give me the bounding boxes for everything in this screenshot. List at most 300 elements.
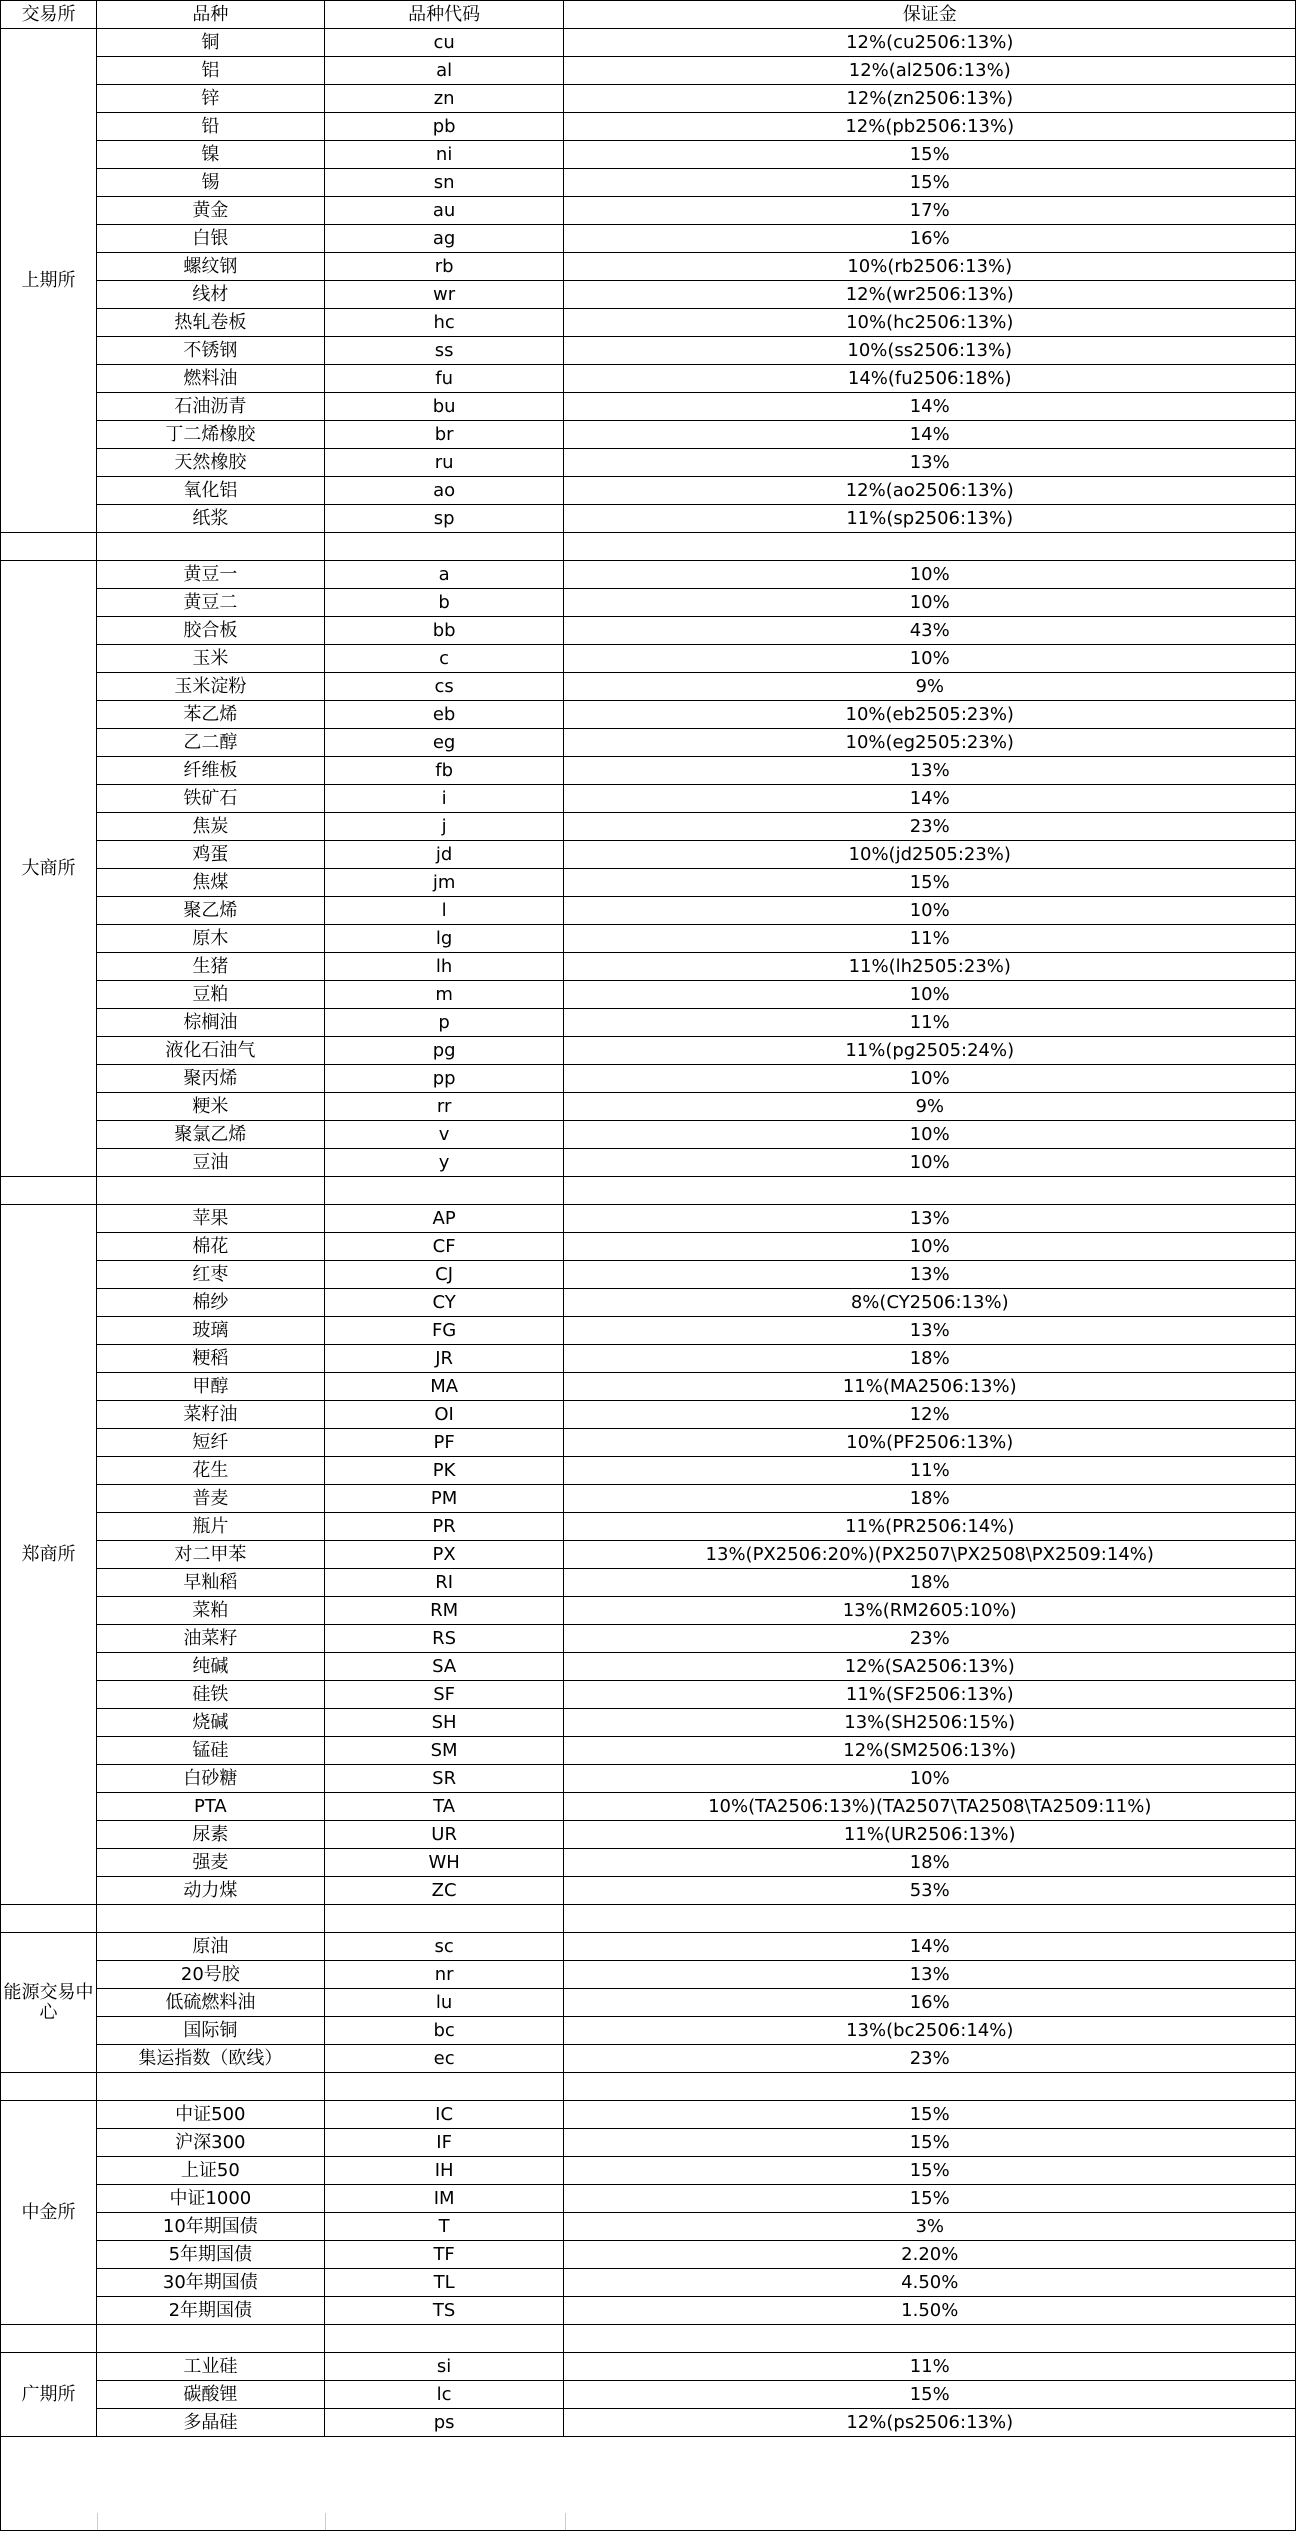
- code-cell[interactable]: TA: [324, 1793, 564, 1821]
- margin-cell[interactable]: 10%: [564, 1233, 1296, 1261]
- variety-cell[interactable]: 纯碱: [96, 1653, 324, 1681]
- code-cell[interactable]: PX: [324, 1541, 564, 1569]
- variety-cell[interactable]: 苹果: [96, 1205, 324, 1233]
- margin-cell[interactable]: 11%: [564, 1457, 1296, 1485]
- code-cell[interactable]: SA: [324, 1653, 564, 1681]
- variety-cell[interactable]: 纤维板: [96, 757, 324, 785]
- header-exchange[interactable]: 交易所: [1, 1, 97, 29]
- margin-cell[interactable]: 12%(pb2506:13%): [564, 113, 1296, 141]
- margin-cell[interactable]: 8%(CY2506:13%): [564, 1289, 1296, 1317]
- margin-cell[interactable]: 15%: [564, 2185, 1296, 2213]
- code-cell[interactable]: IC: [324, 2101, 564, 2129]
- empty-cell[interactable]: [564, 2073, 1296, 2101]
- margin-cell[interactable]: 11%: [564, 1009, 1296, 1037]
- variety-cell[interactable]: 螺纹钢: [96, 253, 324, 281]
- variety-cell[interactable]: 红枣: [96, 1261, 324, 1289]
- table-row: [1, 869, 1296, 897]
- header-row: [1, 1, 1296, 29]
- variety-cell[interactable]: 铜: [96, 29, 324, 57]
- margin-cell[interactable]: 23%: [564, 813, 1296, 841]
- variety-cell[interactable]: 短纤: [96, 1429, 324, 1457]
- code-cell[interactable]: T: [324, 2213, 564, 2241]
- variety-cell[interactable]: 上证50: [96, 2157, 324, 2185]
- variety-cell[interactable]: 20号胶: [96, 1961, 324, 1989]
- margin-cell[interactable]: 15%: [564, 2381, 1296, 2409]
- variety-cell[interactable]: 玻璃: [96, 1317, 324, 1345]
- code-cell[interactable]: al: [324, 57, 564, 85]
- variety-cell[interactable]: 菜籽油: [96, 1401, 324, 1429]
- variety-cell[interactable]: 中证500: [96, 2101, 324, 2129]
- variety-cell[interactable]: 瓶片: [96, 1513, 324, 1541]
- code-cell[interactable]: PF: [324, 1429, 564, 1457]
- code-cell[interactable]: l: [324, 897, 564, 925]
- margin-cell[interactable]: 53%: [564, 1877, 1296, 1905]
- variety-cell[interactable]: 玉米: [96, 645, 324, 673]
- code-cell[interactable]: ss: [324, 337, 564, 365]
- margin-cell[interactable]: 12%(al2506:13%): [564, 57, 1296, 85]
- empty-cell[interactable]: [324, 1177, 564, 1205]
- code-cell[interactable]: PR: [324, 1513, 564, 1541]
- variety-cell[interactable]: 锰硅: [96, 1737, 324, 1765]
- margin-cell[interactable]: 15%: [564, 2101, 1296, 2129]
- code-cell[interactable]: si: [324, 2353, 564, 2381]
- margin-cell[interactable]: 11%(sp2506:13%): [564, 505, 1296, 533]
- variety-cell[interactable]: 油菜籽: [96, 1625, 324, 1653]
- code-cell[interactable]: PK: [324, 1457, 564, 1485]
- variety-cell[interactable]: 液化石油气: [96, 1037, 324, 1065]
- margin-cell[interactable]: 14%: [564, 393, 1296, 421]
- margin-cell[interactable]: 4.50%: [564, 2269, 1296, 2297]
- code-cell[interactable]: bb: [324, 617, 564, 645]
- margin-cell[interactable]: 14%: [564, 421, 1296, 449]
- margin-cell[interactable]: 12%(ao2506:13%): [564, 477, 1296, 505]
- variety-cell[interactable]: 原木: [96, 925, 324, 953]
- empty-cell[interactable]: [1, 2325, 97, 2353]
- margin-cell[interactable]: 16%: [564, 1989, 1296, 2017]
- variety-cell[interactable]: 焦炭: [96, 813, 324, 841]
- variety-cell[interactable]: 焦煤: [96, 869, 324, 897]
- margin-cell[interactable]: 10%: [564, 1765, 1296, 1793]
- variety-cell[interactable]: 甲醇: [96, 1373, 324, 1401]
- variety-cell[interactable]: 黄金: [96, 197, 324, 225]
- code-cell[interactable]: ao: [324, 477, 564, 505]
- code-cell[interactable]: wr: [324, 281, 564, 309]
- table-row: [1, 281, 1296, 309]
- empty-cell[interactable]: [324, 1905, 564, 1933]
- margin-cell[interactable]: 12%(SM2506:13%): [564, 1737, 1296, 1765]
- exchange-cell[interactable]: 郑商所: [1, 1205, 97, 1905]
- variety-cell[interactable]: 苯乙烯: [96, 701, 324, 729]
- variety-cell[interactable]: 石油沥青: [96, 393, 324, 421]
- code-cell[interactable]: sp: [324, 505, 564, 533]
- variety-cell[interactable]: 原油: [96, 1933, 324, 1961]
- code-cell[interactable]: i: [324, 785, 564, 813]
- variety-cell[interactable]: 中证1000: [96, 2185, 324, 2213]
- margin-cell[interactable]: 43%: [564, 617, 1296, 645]
- margin-cell[interactable]: 18%: [564, 1849, 1296, 1877]
- empty-cell[interactable]: [96, 533, 324, 561]
- variety-cell[interactable]: 线材: [96, 281, 324, 309]
- table-row: [1, 365, 1296, 393]
- variety-cell[interactable]: 菜粕: [96, 1597, 324, 1625]
- table-row: [1, 1877, 1296, 1905]
- code-cell[interactable]: rb: [324, 253, 564, 281]
- margin-cell[interactable]: 10%: [564, 1065, 1296, 1093]
- margin-cell[interactable]: 15%: [564, 869, 1296, 897]
- code-cell[interactable]: CY: [324, 1289, 564, 1317]
- margin-cell[interactable]: 11%(pg2505:24%): [564, 1037, 1296, 1065]
- margin-cell[interactable]: 12%(SA2506:13%): [564, 1653, 1296, 1681]
- margin-cell[interactable]: 23%: [564, 2045, 1296, 2073]
- margin-cell[interactable]: 10%(rb2506:13%): [564, 253, 1296, 281]
- empty-cell[interactable]: [1, 2073, 97, 2101]
- margin-cell[interactable]: 12%(zn2506:13%): [564, 85, 1296, 113]
- table-row: [1, 645, 1296, 673]
- margin-cell[interactable]: 9%: [564, 1093, 1296, 1121]
- code-cell[interactable]: pg: [324, 1037, 564, 1065]
- variety-cell[interactable]: 胶合板: [96, 617, 324, 645]
- margin-cell[interactable]: 15%: [564, 2157, 1296, 2185]
- margin-cell[interactable]: 11%(MA2506:13%): [564, 1373, 1296, 1401]
- variety-cell[interactable]: 低硫燃料油: [96, 1989, 324, 2017]
- code-cell[interactable]: IH: [324, 2157, 564, 2185]
- variety-cell[interactable]: 鸡蛋: [96, 841, 324, 869]
- code-cell[interactable]: eb: [324, 701, 564, 729]
- code-cell[interactable]: SF: [324, 1681, 564, 1709]
- variety-cell[interactable]: 生猪: [96, 953, 324, 981]
- margin-cell[interactable]: 3%: [564, 2213, 1296, 2241]
- table-row: [1, 1485, 1296, 1513]
- empty-cell[interactable]: [1, 533, 97, 561]
- variety-cell[interactable]: 聚氯乙烯: [96, 1121, 324, 1149]
- variety-cell[interactable]: 铝: [96, 57, 324, 85]
- margin-cell[interactable]: 11%(SF2506:13%): [564, 1681, 1296, 1709]
- variety-cell[interactable]: 白砂糖: [96, 1765, 324, 1793]
- margin-cell[interactable]: 18%: [564, 1485, 1296, 1513]
- variety-cell[interactable]: 强麦: [96, 1849, 324, 1877]
- variety-cell[interactable]: 工业硅: [96, 2353, 324, 2381]
- code-cell[interactable]: pb: [324, 113, 564, 141]
- variety-cell[interactable]: 豆油: [96, 1149, 324, 1177]
- code-cell[interactable]: br: [324, 421, 564, 449]
- margin-cell[interactable]: 11%: [564, 2353, 1296, 2381]
- variety-cell[interactable]: 棉花: [96, 1233, 324, 1261]
- code-cell[interactable]: sc: [324, 1933, 564, 1961]
- exchange-cell[interactable]: 大商所: [1, 561, 97, 1177]
- margin-cell[interactable]: 14%: [564, 1933, 1296, 1961]
- footer-gridline: [325, 2513, 326, 2530]
- margin-cell[interactable]: 10%: [564, 561, 1296, 589]
- code-cell[interactable]: bu: [324, 393, 564, 421]
- variety-cell[interactable]: 氧化铝: [96, 477, 324, 505]
- margin-cell[interactable]: 13%(RM2605:10%): [564, 1597, 1296, 1625]
- variety-cell[interactable]: 玉米淀粉: [96, 673, 324, 701]
- code-cell[interactable]: TS: [324, 2297, 564, 2325]
- empty-cell[interactable]: [324, 2073, 564, 2101]
- variety-cell[interactable]: 乙二醇: [96, 729, 324, 757]
- code-cell[interactable]: y: [324, 1149, 564, 1177]
- margin-cell[interactable]: 1.50%: [564, 2297, 1296, 2325]
- table-row: [1, 2297, 1296, 2325]
- margin-cell[interactable]: 13%(PX2506:20%)(PX2507\PX2508\PX2509:14%): [564, 1541, 1296, 1569]
- table-row: [1, 2381, 1296, 2409]
- margin-cell[interactable]: 11%(UR2506:13%): [564, 1821, 1296, 1849]
- code-cell[interactable]: TL: [324, 2269, 564, 2297]
- variety-cell[interactable]: 天然橡胶: [96, 449, 324, 477]
- code-cell[interactable]: OI: [324, 1401, 564, 1429]
- margin-cell[interactable]: 10%(eb2505:23%): [564, 701, 1296, 729]
- empty-cell[interactable]: [564, 533, 1296, 561]
- margin-cell[interactable]: 17%: [564, 197, 1296, 225]
- margin-cell[interactable]: 18%: [564, 1569, 1296, 1597]
- margin-cell[interactable]: 23%: [564, 1625, 1296, 1653]
- code-cell[interactable]: hc: [324, 309, 564, 337]
- code-cell[interactable]: RS: [324, 1625, 564, 1653]
- variety-cell[interactable]: 粳米: [96, 1093, 324, 1121]
- margin-cell[interactable]: 13%: [564, 449, 1296, 477]
- code-cell[interactable]: FG: [324, 1317, 564, 1345]
- code-cell[interactable]: jd: [324, 841, 564, 869]
- margin-cell[interactable]: 14%: [564, 785, 1296, 813]
- margin-cell[interactable]: 10%(jd2505:23%): [564, 841, 1296, 869]
- variety-cell[interactable]: 2年期国债: [96, 2297, 324, 2325]
- margin-cell[interactable]: 10%: [564, 1121, 1296, 1149]
- empty-cell[interactable]: [96, 2073, 324, 2101]
- code-cell[interactable]: SR: [324, 1765, 564, 1793]
- table-row: [1, 2017, 1296, 2045]
- variety-cell[interactable]: 多晶硅: [96, 2409, 324, 2437]
- code-cell[interactable]: ag: [324, 225, 564, 253]
- margin-cell[interactable]: 10%: [564, 1149, 1296, 1177]
- variety-cell[interactable]: 粳稻: [96, 1345, 324, 1373]
- empty-cell[interactable]: [564, 2325, 1296, 2353]
- exchange-cell[interactable]: 上期所: [1, 29, 97, 533]
- variety-cell[interactable]: 白银: [96, 225, 324, 253]
- margin-cell[interactable]: 10%: [564, 589, 1296, 617]
- margin-cell[interactable]: 11%(lh2505:23%): [564, 953, 1296, 981]
- table-row: [1, 1653, 1296, 1681]
- variety-cell[interactable]: 燃料油: [96, 365, 324, 393]
- code-cell[interactable]: a: [324, 561, 564, 589]
- margin-cell[interactable]: 13%: [564, 1261, 1296, 1289]
- margin-cell[interactable]: 12%: [564, 1401, 1296, 1429]
- variety-cell[interactable]: 碳酸锂: [96, 2381, 324, 2409]
- margin-cell[interactable]: 12%(cu2506:13%): [564, 29, 1296, 57]
- variety-cell[interactable]: 热轧卷板: [96, 309, 324, 337]
- variety-cell[interactable]: 5年期国债: [96, 2241, 324, 2269]
- code-cell[interactable]: c: [324, 645, 564, 673]
- margin-cell[interactable]: 10%: [564, 981, 1296, 1009]
- header-variety[interactable]: 品种: [96, 1, 324, 29]
- code-cell[interactable]: AP: [324, 1205, 564, 1233]
- code-cell[interactable]: JR: [324, 1345, 564, 1373]
- exchange-cell[interactable]: 广期所: [1, 2353, 97, 2437]
- table-row: [1, 169, 1296, 197]
- margin-cell[interactable]: 10%(hc2506:13%): [564, 309, 1296, 337]
- margin-cell[interactable]: 12%(wr2506:13%): [564, 281, 1296, 309]
- code-cell[interactable]: sn: [324, 169, 564, 197]
- margin-cell[interactable]: 10%: [564, 645, 1296, 673]
- header-margin[interactable]: 保证金: [564, 1, 1296, 29]
- variety-cell[interactable]: PTA: [96, 1793, 324, 1821]
- code-cell[interactable]: ru: [324, 449, 564, 477]
- empty-cell[interactable]: [1, 1905, 97, 1933]
- table-row: [1, 1373, 1296, 1401]
- variety-cell[interactable]: 普麦: [96, 1485, 324, 1513]
- variety-cell[interactable]: 棕榈油: [96, 1009, 324, 1037]
- code-cell[interactable]: RM: [324, 1597, 564, 1625]
- code-cell[interactable]: MA: [324, 1373, 564, 1401]
- table-row: [1, 1541, 1296, 1569]
- variety-cell[interactable]: 集运指数（欧线）: [96, 2045, 324, 2073]
- table-row: [1, 505, 1296, 533]
- code-cell[interactable]: IF: [324, 2129, 564, 2157]
- margin-cell[interactable]: 10%(PF2506:13%): [564, 1429, 1296, 1457]
- empty-cell[interactable]: [564, 1177, 1296, 1205]
- variety-cell[interactable]: 纸浆: [96, 505, 324, 533]
- footer-gridline: [565, 2513, 566, 2530]
- margin-cell[interactable]: 14%(fu2506:18%): [564, 365, 1296, 393]
- margin-cell[interactable]: 16%: [564, 225, 1296, 253]
- empty-cell[interactable]: [96, 2325, 324, 2353]
- margin-cell[interactable]: 2.20%: [564, 2241, 1296, 2269]
- code-cell[interactable]: CF: [324, 1233, 564, 1261]
- margin-cell[interactable]: 13%: [564, 1317, 1296, 1345]
- variety-cell[interactable]: 硅铁: [96, 1681, 324, 1709]
- margin-cell[interactable]: 13%(bc2506:14%): [564, 2017, 1296, 2045]
- code-cell[interactable]: eg: [324, 729, 564, 757]
- variety-cell[interactable]: 镍: [96, 141, 324, 169]
- code-cell[interactable]: RI: [324, 1569, 564, 1597]
- empty-cell[interactable]: [564, 1905, 1296, 1933]
- code-cell[interactable]: rr: [324, 1093, 564, 1121]
- variety-cell[interactable]: 30年期国债: [96, 2269, 324, 2297]
- code-cell[interactable]: UR: [324, 1821, 564, 1849]
- variety-cell[interactable]: 铅: [96, 113, 324, 141]
- table-row: [1, 2213, 1296, 2241]
- table-row: [1, 1009, 1296, 1037]
- table-row: [1, 1597, 1296, 1625]
- code-cell[interactable]: WH: [324, 1849, 564, 1877]
- variety-cell[interactable]: 10年期国债: [96, 2213, 324, 2241]
- variety-cell[interactable]: 丁二烯橡胶: [96, 421, 324, 449]
- code-cell[interactable]: jm: [324, 869, 564, 897]
- margin-cell[interactable]: 13%: [564, 1961, 1296, 1989]
- variety-cell[interactable]: 聚乙烯: [96, 897, 324, 925]
- variety-cell[interactable]: 豆粕: [96, 981, 324, 1009]
- table-row: [1, 757, 1296, 785]
- variety-cell[interactable]: 尿素: [96, 1821, 324, 1849]
- margin-cell[interactable]: 9%: [564, 673, 1296, 701]
- code-cell[interactable]: lc: [324, 2381, 564, 2409]
- margin-cell[interactable]: 11%: [564, 925, 1296, 953]
- code-cell[interactable]: b: [324, 589, 564, 617]
- margin-cell[interactable]: 12%(ps2506:13%): [564, 2409, 1296, 2437]
- code-cell[interactable]: ec: [324, 2045, 564, 2073]
- code-cell[interactable]: ps: [324, 2409, 564, 2437]
- code-cell[interactable]: m: [324, 981, 564, 1009]
- empty-cell[interactable]: [324, 2325, 564, 2353]
- variety-cell[interactable]: 早籼稻: [96, 1569, 324, 1597]
- margin-cell[interactable]: 15%: [564, 141, 1296, 169]
- empty-cell[interactable]: [324, 533, 564, 561]
- margin-cell[interactable]: 10%(TA2506:13%)(TA2507\TA2508\TA2509:11%): [564, 1793, 1296, 1821]
- code-cell[interactable]: p: [324, 1009, 564, 1037]
- variety-cell[interactable]: 不锈钢: [96, 337, 324, 365]
- margin-cell[interactable]: 13%(SH2506:15%): [564, 1709, 1296, 1737]
- empty-cell[interactable]: [96, 1905, 324, 1933]
- variety-cell[interactable]: 国际铜: [96, 2017, 324, 2045]
- code-cell[interactable]: lh: [324, 953, 564, 981]
- margin-cell[interactable]: 10%(eg2505:23%): [564, 729, 1296, 757]
- code-cell[interactable]: pp: [324, 1065, 564, 1093]
- variety-cell[interactable]: 对二甲苯: [96, 1541, 324, 1569]
- code-cell[interactable]: ni: [324, 141, 564, 169]
- code-cell[interactable]: SM: [324, 1737, 564, 1765]
- code-cell[interactable]: TF: [324, 2241, 564, 2269]
- table-row: [1, 393, 1296, 421]
- variety-cell[interactable]: 锌: [96, 85, 324, 113]
- variety-cell[interactable]: 花生: [96, 1457, 324, 1485]
- variety-cell[interactable]: 黄豆一: [96, 561, 324, 589]
- code-cell[interactable]: zn: [324, 85, 564, 113]
- code-cell[interactable]: PM: [324, 1485, 564, 1513]
- code-cell[interactable]: CJ: [324, 1261, 564, 1289]
- variety-cell[interactable]: 聚丙烯: [96, 1065, 324, 1093]
- header-code[interactable]: 品种代码: [324, 1, 564, 29]
- variety-cell[interactable]: 锡: [96, 169, 324, 197]
- code-cell[interactable]: au: [324, 197, 564, 225]
- code-cell[interactable]: lg: [324, 925, 564, 953]
- table-row: [1, 561, 1296, 589]
- code-cell[interactable]: lu: [324, 1989, 564, 2017]
- table-row: [1, 1037, 1296, 1065]
- code-cell[interactable]: cs: [324, 673, 564, 701]
- code-cell[interactable]: nr: [324, 1961, 564, 1989]
- code-cell[interactable]: SH: [324, 1709, 564, 1737]
- code-cell[interactable]: bc: [324, 2017, 564, 2045]
- variety-cell[interactable]: 动力煤: [96, 1877, 324, 1905]
- empty-cell[interactable]: [1, 1177, 97, 1205]
- code-cell[interactable]: fb: [324, 757, 564, 785]
- margin-cell[interactable]: 11%(PR2506:14%): [564, 1513, 1296, 1541]
- margin-cell[interactable]: 15%: [564, 2129, 1296, 2157]
- code-cell[interactable]: cu: [324, 29, 564, 57]
- table-row: [1, 1569, 1296, 1597]
- code-cell[interactable]: fu: [324, 365, 564, 393]
- variety-cell[interactable]: 铁矿石: [96, 785, 324, 813]
- code-cell[interactable]: v: [324, 1121, 564, 1149]
- code-cell[interactable]: IM: [324, 2185, 564, 2213]
- margin-cell[interactable]: 10%: [564, 897, 1296, 925]
- variety-cell[interactable]: 黄豆二: [96, 589, 324, 617]
- exchange-cell[interactable]: 中金所: [1, 2101, 97, 2325]
- code-cell[interactable]: j: [324, 813, 564, 841]
- table-row: [1, 2129, 1296, 2157]
- code-cell[interactable]: ZC: [324, 1877, 564, 1905]
- margin-cell[interactable]: 18%: [564, 1345, 1296, 1373]
- margin-cell[interactable]: 13%: [564, 1205, 1296, 1233]
- variety-cell[interactable]: 棉纱: [96, 1289, 324, 1317]
- variety-cell[interactable]: 烧碱: [96, 1709, 324, 1737]
- empty-cell[interactable]: [96, 1177, 324, 1205]
- margin-cell[interactable]: 13%: [564, 757, 1296, 785]
- exchange-cell[interactable]: 能源交易中心: [1, 1933, 97, 2073]
- table-row: [1, 1513, 1296, 1541]
- margin-cell[interactable]: 15%: [564, 169, 1296, 197]
- margin-cell[interactable]: 10%(ss2506:13%): [564, 337, 1296, 365]
- variety-cell[interactable]: 沪深300: [96, 2129, 324, 2157]
